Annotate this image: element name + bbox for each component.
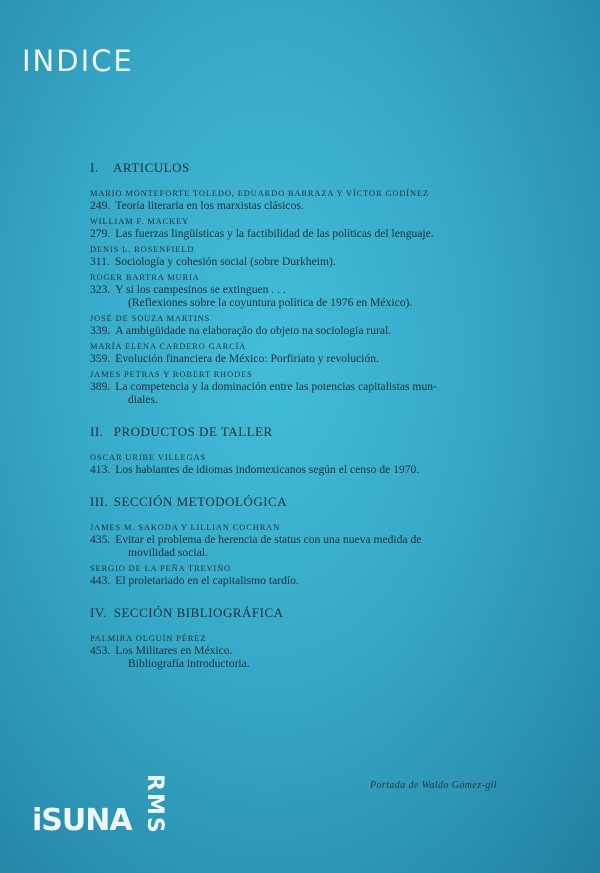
toc-entry bbox=[90, 244, 540, 268]
toc-entry bbox=[90, 216, 540, 240]
entry-page: 359. bbox=[90, 352, 111, 365]
cover-credit: Portada de Waldo Gómez-gil bbox=[370, 780, 497, 791]
section-heading bbox=[90, 160, 540, 176]
entry-author: OSCAR URIBE VILLEGAS bbox=[90, 453, 207, 462]
toc-entry bbox=[90, 452, 540, 476]
section-number: III. bbox=[90, 494, 109, 509]
section-heading bbox=[90, 605, 540, 621]
entry-author: MARÍA ELENA CARDERO GARCÍA bbox=[90, 342, 247, 351]
entry-page: 453. bbox=[90, 644, 111, 657]
toc-entry bbox=[90, 313, 540, 337]
entry-page: 339. bbox=[90, 324, 111, 337]
entry-title: Sociología y cohesión social (sobre Durkheim). bbox=[114, 255, 336, 268]
entry-title: Teoría literaria en los marxistas clásicos. bbox=[115, 199, 304, 212]
entry-title: La competencia y la dominación entre las potencias capitalistas mun- bbox=[115, 380, 437, 393]
entry-author: JAMES M. SAKODA Y LILLIAN COCHRAN bbox=[90, 523, 281, 532]
section-name: SECCIÓN METODOLÓGICA bbox=[113, 494, 288, 509]
logo-mark bbox=[30, 770, 180, 860]
entry-author: JAMES PETRAS Y ROBERT RHODES bbox=[90, 370, 253, 379]
section-name: ARTICULOS bbox=[113, 160, 190, 175]
entry-title: A ambigüidade na elaboração do objeto na sociologia rural. bbox=[115, 324, 392, 337]
section-articulos bbox=[90, 160, 540, 406]
entry-title: Evolución financiera de México: Porfiriato y revolución. bbox=[115, 352, 379, 365]
toc-entry bbox=[90, 341, 540, 365]
entry-page: 389. bbox=[90, 380, 111, 393]
section-number: II. bbox=[90, 424, 104, 439]
entry-page: 435. bbox=[90, 533, 111, 546]
entry-page: 323. bbox=[90, 283, 111, 296]
entry-title: Los hablantes de idiomas indomexicanos según el censo de 1970. bbox=[115, 463, 420, 476]
entry-author: WILLIAM F. MACKEY bbox=[90, 217, 190, 226]
toc-entry bbox=[90, 369, 540, 406]
entry-page: 443. bbox=[90, 574, 111, 587]
entry-author: PALMIRA OLGUÍN PÉREZ bbox=[90, 634, 207, 643]
entry-title-continued: Bibliografía introductoria. bbox=[128, 657, 250, 670]
entry-title: El proletariado en el capitalismo tardío. bbox=[115, 574, 299, 587]
toc-entry bbox=[90, 188, 540, 212]
entry-author: JOSÉ DE SOUZA MARTINS bbox=[90, 314, 211, 323]
entry-author: SERGIO DE LA PEÑA TREVIÑO bbox=[90, 564, 231, 573]
entry-title-continued: movilidad social. bbox=[128, 546, 208, 559]
toc-entry bbox=[90, 522, 540, 559]
section-productos-de-taller bbox=[90, 424, 540, 476]
section-bibliografica bbox=[90, 605, 540, 670]
toc-entry bbox=[90, 272, 540, 309]
entry-page: 311. bbox=[90, 255, 110, 268]
section-name: SECCIÓN BIBLIOGRÁFICA bbox=[113, 605, 284, 620]
entry-title: Las fuerzas lingüísticas y la factibilidad de las políticas del lenguaje. bbox=[115, 227, 434, 240]
section-metodologica bbox=[90, 494, 540, 587]
section-name: PRODUCTOS DE TALLER bbox=[113, 424, 273, 439]
entry-page: 279. bbox=[90, 227, 111, 240]
entry-title: Y si los campesinos se extinguen . . . bbox=[115, 283, 286, 296]
entry-page: 413. bbox=[90, 463, 111, 476]
table-of-contents bbox=[90, 160, 540, 688]
entry-author: DENIS L. ROSENFIELD bbox=[90, 245, 195, 254]
entry-page: 249. bbox=[90, 199, 111, 212]
entry-title-continued: diales. bbox=[128, 393, 158, 406]
section-number: I. bbox=[90, 160, 99, 175]
entry-title-continued: (Reflexiones sobre la coyuntura política de 1976 en México). bbox=[128, 296, 413, 309]
entry-author: ROGER BARTRA MURIA bbox=[90, 273, 200, 282]
section-heading bbox=[90, 494, 540, 510]
section-heading bbox=[90, 424, 540, 440]
toc-entry bbox=[90, 563, 540, 587]
logo-left-text: iSUNA bbox=[32, 803, 132, 838]
entry-title: Los Militares en México. bbox=[115, 644, 233, 657]
logo-vertical-text: RMS bbox=[142, 774, 167, 835]
toc-entry bbox=[90, 633, 540, 670]
page-title: INDICE bbox=[22, 44, 134, 78]
unam-rms-logo bbox=[30, 770, 180, 860]
section-number: IV. bbox=[90, 605, 107, 620]
entry-author: MARIO MONTEFORTE TOLEDO, EDUARDO BARRAZA Y VÍCTOR GODÍNEZ bbox=[90, 189, 429, 198]
entry-title: Evitar el problema de herencia de status con una nueva medida de bbox=[115, 533, 422, 546]
